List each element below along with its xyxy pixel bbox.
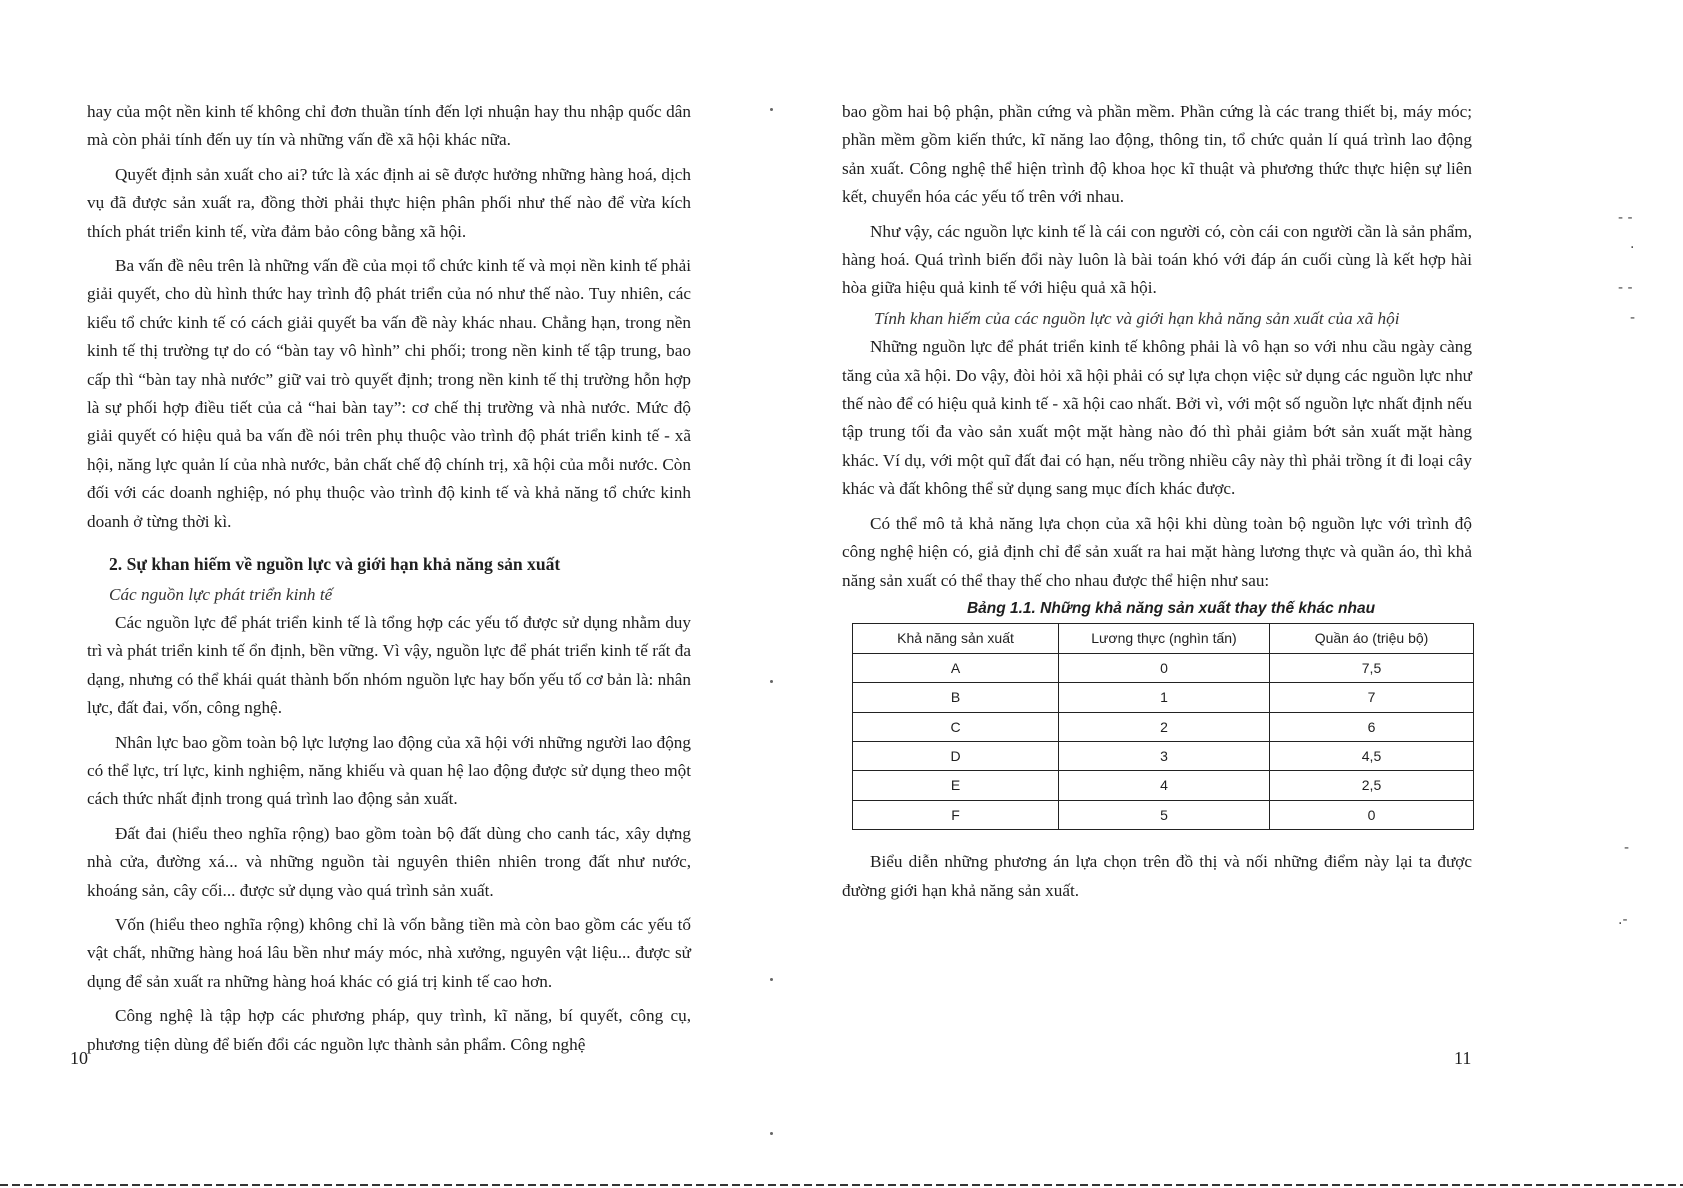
column-header: Quần áo (triệu bộ) (1270, 624, 1474, 653)
table-cell: 1 (1059, 683, 1270, 712)
table-cell: 0 (1270, 800, 1474, 829)
paragraph: bao gồm hai bộ phận, phần cứng và phần mềm. Phần cứng là các trang thiết bị, máy móc; phần mềm gồm kiến thức, kĩ năng lao động, thông tin, tổ chức quản lí quá trình lao động sản xuất. Công nghệ thể hiện trình độ khoa học kĩ thuật và phương thức thực hiện sự liên kết, chuyển hóa các yếu tố trên với nhau. (842, 102, 1472, 207)
left-text-column (87, 98, 691, 1059)
paragraph: Những nguồn lực để phát triển kinh tế không phải là vô hạn so với nhu cầu ngày càng tăng của xã hội. Do vậy, đòi hỏi xã hội phải có sự lựa chọn việc sử dụng các nguồn lực như thế nào để có hiệu quả kinh tế - xã hội cao nhất. Bởi vì, với một số nguồn lực nhất định nếu tập trung tối đa vào sản xuất một mặt hàng nào đó thì phải giảm bớt sản xuất mặt hàng khác. Ví dụ, với một quĩ đất đai có hạn, nếu trồng nhiều cây này thì phải trồng ít đi loại cây khác và đất không thể sử dụng sang mục đích khác được. (842, 337, 1472, 499)
table-row (853, 712, 1474, 741)
table-cell: 4 (1059, 771, 1270, 800)
column-header: Lương thực (nghìn tấn) (1059, 624, 1270, 653)
table-caption: Bảng 1.1. Những khả năng sản xuất thay thế khác nhau (966, 599, 1376, 617)
right-text-column (842, 98, 1472, 905)
table-cell: 0 (1059, 653, 1270, 682)
section-subheading: Các nguồn lực phát triển kinh tế (109, 584, 333, 604)
scan-mark: - (1630, 310, 1636, 326)
table-cell: 7,5 (1270, 653, 1474, 682)
left-page (0, 0, 790, 1188)
table-row (853, 653, 1474, 682)
table-cell: 2 (1059, 712, 1270, 741)
table-row (853, 771, 1474, 800)
paragraph: Đất đai (hiểu theo nghĩa rộng) bao gồm toàn bộ đất dùng cho canh tác, xây dựng nhà cửa, đường xá... và những nguồn tài nguyên thiên nhiên trong đất như nước, khoáng sản, cây cối... được sử dụng vào quá trình sản xuất. (87, 823, 691, 900)
scan-speck (770, 680, 773, 683)
table-cell: F (853, 800, 1059, 829)
table-cell: C (853, 712, 1059, 741)
paragraph: Công nghệ là tập hợp các phương pháp, quy trình, kĩ năng, bí quyết, công cụ, phương tiện dùng để biến đổi các nguồn lực thành sản phẩm. Công nghệ (87, 1006, 691, 1054)
scan-speck (770, 1132, 773, 1135)
table-cell: 2,5 (1270, 771, 1474, 800)
paragraph: Có thể mô tả khả năng lựa chọn của xã hội khi dùng toàn bộ nguồn lực với trình độ công nghệ hiện có, giả định chỉ để sản xuất ra hai mặt hàng lương thực và quần áo, thì khả năng sản xuất có thể thay thế cho nhau được thể hiện như sau: (842, 513, 1472, 590)
scan-mark: .- (1618, 912, 1628, 928)
table-cell: B (853, 683, 1059, 712)
scan-mark: · (1630, 240, 1635, 256)
page-number: 11 (1454, 1048, 1472, 1068)
table-cell: 5 (1059, 800, 1270, 829)
column-header: Khả năng sản xuất (853, 624, 1059, 653)
table-cell: 7 (1270, 683, 1474, 712)
scan-mark: - (1624, 840, 1630, 856)
paragraph: hay của một nền kinh tế không chỉ đơn thuần tính đến lợi nhuận hay thu nhập quốc dân mà còn phải tính đến uy tín và những vấn đề xã hội khác nữa. (87, 102, 691, 150)
paragraph: Như vậy, các nguồn lực kinh tế là cái con người có, còn cái con người cần là sản phẩm, hàng hoá. Quá trình biến đổi này luôn là bài toán khó với đáp án cuối cùng là kết hợp hài hòa giữa hiệu quả kinh tế với hiệu quả xã hội. (842, 221, 1472, 298)
table-cell: 3 (1059, 741, 1270, 770)
table-cell: E (853, 771, 1059, 800)
paragraph: Nhân lực bao gồm toàn bộ lực lượng lao động của xã hội với những người lao động có thể lực, trí lực, kinh nghiệm, năng khiếu và quan hệ lao động được sử dụng theo một cách thức nhất định trong quá trình lao động sản xuất. (87, 732, 691, 809)
paragraph: Vốn (hiểu theo nghĩa rộng) không chỉ là vốn bằng tiền mà còn bao gồm các yếu tố vật chất, những hàng hoá lâu bền như máy móc, nhà xưởng, nguyên vật liệu... được sử dụng để sản xuất ra những hàng hoá khác có giá trị kinh tế cao hơn. (87, 914, 691, 991)
page-number: 10 (70, 1048, 88, 1068)
scan-mark: - - (1618, 210, 1633, 226)
right-page (790, 0, 1683, 1188)
scan-speck (770, 978, 773, 981)
table-cell: D (853, 741, 1059, 770)
table-cell: A (853, 653, 1059, 682)
paragraph: Biểu diễn những phương án lựa chọn trên đồ thị và nối những điểm này lại ta được đường giới hạn khả năng sản xuất. (842, 852, 1472, 900)
page-bottom-edge (0, 1184, 1683, 1186)
section-subheading: Tính khan hiếm của các nguồn lực và giới hạn khả năng sản xuất của xã hội (874, 308, 1400, 328)
production-possibilities-table (852, 623, 1474, 830)
table-cell: 6 (1270, 712, 1474, 741)
table-cell: 4,5 (1270, 741, 1474, 770)
paragraph: Ba vấn đề nêu trên là những vấn đề của mọi tổ chức kinh tế và mọi nền kinh tế phải giải quyết, cho dù hình thức hay trình độ phát triển của nó như thế nào. Tuy nhiên, các kiểu tổ chức kinh tế có cách giải quyết ba vấn đề này khác nhau. Chẳng hạn, trong nền kinh tế thị trường tự do có “bàn tay vô hình” chi phối; trong nền kinh tế tập trung, bao cấp thì “bàn tay nhà nước” giữ vai trò quyết định; trong nền kinh tế thị trường hỗn hợp là sự phối hợp điều tiết của cả “hai bàn tay”: cơ chế thị trường và nhà nước. Mức độ giải quyết có hiệu quả ba vấn đề nói trên phụ thuộc vào trình độ phát triển kinh tế - xã hội, năng lực quản lí của nhà nước, bản chất chế độ chính trị, xã hội của mỗi nước. Còn đối với các doanh nghiệp, nó phụ thuộc vào trình độ kinh tế và khả năng tổ chức kinh doanh ở từng thời kì. (87, 256, 691, 531)
section-heading: 2. Sự khan hiếm về nguồn lực và giới hạn khả năng sản xuất (109, 554, 561, 575)
table-header-row (853, 624, 1474, 653)
table-row (853, 741, 1474, 770)
table-row (853, 683, 1474, 712)
table-row (853, 800, 1474, 829)
paragraph: Các nguồn lực để phát triển kinh tế là tổng hợp các yếu tố được sử dụng nhằm duy trì và phát triển kinh tế ổn định, bền vững. Vì vậy, nguồn lực để phát triển kinh tế rất đa dạng, nhưng có thể khái quát thành bốn nhóm nguồn lực hay bốn yếu tố cơ bản là: nhân lực, đất đai, vốn, công nghệ. (87, 612, 691, 718)
paragraph: Quyết định sản xuất cho ai? tức là xác định ai sẽ được hưởng những hàng hoá, dịch vụ đã được sản xuất ra, đồng thời phải thực hiện phân phối như thế nào để vừa kích thích phát triển kinh tế, vừa đảm bảo công bằng xã hội. (87, 164, 691, 241)
scan-speck (770, 108, 773, 111)
scan-mark: - - (1618, 280, 1633, 296)
